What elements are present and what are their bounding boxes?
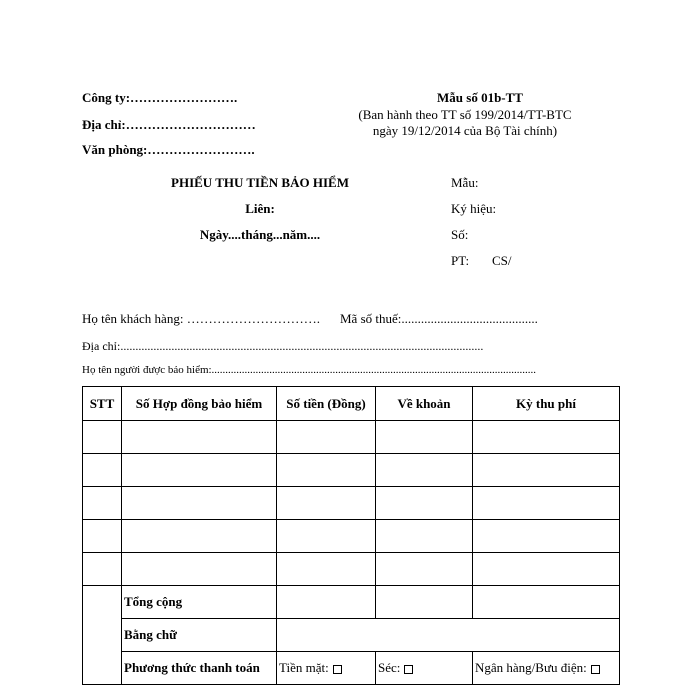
insured-name-field: Họ tên người được bảo hiểm:...................................................................................................................... (82, 364, 537, 376)
table-cell[interactable] (122, 520, 277, 553)
company-address-field: Địa chỉ:………………………… (82, 117, 256, 132)
payment-cash-label: Tiền mặt: (279, 660, 329, 675)
company-field: Công ty:……………………. (82, 90, 238, 105)
issued-by-line2: ngày 19/12/2014 của Bộ Tài chính) (372, 123, 558, 138)
summary-stt-cell (83, 586, 122, 685)
payment-bank-label: Ngân hàng/Bưu điện: (475, 660, 587, 675)
table-cell[interactable] (473, 553, 620, 586)
table-cell[interactable] (122, 487, 277, 520)
table-cell[interactable] (122, 421, 277, 454)
office-field: Văn phòng:……………………. (82, 142, 255, 157)
table-cell[interactable] (277, 421, 376, 454)
column-header-purpose: Về khoản (376, 387, 473, 421)
check-checkbox[interactable] (404, 665, 413, 674)
total-purpose-cell[interactable] (376, 586, 473, 619)
customer-name-field: Họ tên khách hàng: …………………………. (82, 311, 320, 326)
payment-method-label: Phương thức thanh toán (122, 652, 277, 685)
customer-address-field: Địa chỉ:......................................................................................................................... (82, 339, 484, 353)
column-header-period: Kỳ thu phí (473, 387, 620, 421)
pt-label: PT: (451, 253, 470, 268)
table-cell[interactable] (473, 520, 620, 553)
total-period-cell[interactable] (473, 586, 620, 619)
table-cell[interactable] (277, 520, 376, 553)
table-row (83, 487, 620, 520)
table-cell[interactable] (473, 421, 620, 454)
payment-cash-cell[interactable] (277, 652, 376, 685)
table-row (83, 553, 620, 586)
in-words-value-cell[interactable] (277, 619, 620, 652)
table-header-row (83, 387, 620, 421)
table-cell[interactable] (376, 454, 473, 487)
table-cell[interactable] (376, 520, 473, 553)
table-cell[interactable] (473, 454, 620, 487)
table-cell[interactable] (83, 520, 122, 553)
column-header-contract-no: Số Hợp đồng bảo hiểm (122, 387, 277, 421)
total-row (83, 586, 620, 619)
document-title: PHIẾU THU TIỀN BẢO HIỂM (171, 175, 349, 190)
number-label: Số: (451, 227, 469, 242)
table-cell[interactable] (277, 454, 376, 487)
total-label: Tổng cộng (122, 586, 277, 619)
payment-check-label: Séc: (378, 660, 401, 675)
template-code-label: Mẫu: (451, 175, 479, 190)
table-cell[interactable] (83, 487, 122, 520)
table-row (83, 421, 620, 454)
in-words-row (83, 619, 620, 652)
issued-by-line1: (Ban hành theo TT số 199/2014/TT-BTC (358, 107, 572, 122)
table-cell[interactable] (473, 487, 620, 520)
table-row (83, 520, 620, 553)
table-cell[interactable] (83, 421, 122, 454)
copy-label: Liên: (245, 201, 275, 216)
symbol-label: Ký hiệu: (451, 201, 497, 216)
cs-label: CS/ (492, 253, 512, 268)
table-cell[interactable] (122, 454, 277, 487)
table-cell[interactable] (122, 553, 277, 586)
total-amount-cell[interactable] (277, 586, 376, 619)
table-cell[interactable] (277, 487, 376, 520)
document-date: Ngày....tháng...năm.... (199, 227, 321, 242)
table-cell[interactable] (376, 421, 473, 454)
table-cell[interactable] (83, 454, 122, 487)
premium-table (82, 386, 620, 685)
form-number: Mẫu số 01b-TT (437, 90, 523, 105)
table-row (83, 454, 620, 487)
payment-check-cell[interactable] (376, 652, 473, 685)
cash-checkbox[interactable] (333, 665, 342, 674)
table-cell[interactable] (277, 553, 376, 586)
table-cell[interactable] (376, 487, 473, 520)
in-words-label: Bằng chữ (122, 619, 277, 652)
tax-code-field: Mã số thuế:.......................................... (340, 311, 538, 326)
bank-checkbox[interactable] (591, 665, 600, 674)
column-header-stt: STT (83, 387, 122, 421)
payment-bank-cell[interactable] (473, 652, 620, 685)
table-cell[interactable] (376, 553, 473, 586)
payment-method-row (83, 652, 620, 685)
column-header-amount: Số tiền (Đồng) (277, 387, 376, 421)
table-cell[interactable] (83, 553, 122, 586)
